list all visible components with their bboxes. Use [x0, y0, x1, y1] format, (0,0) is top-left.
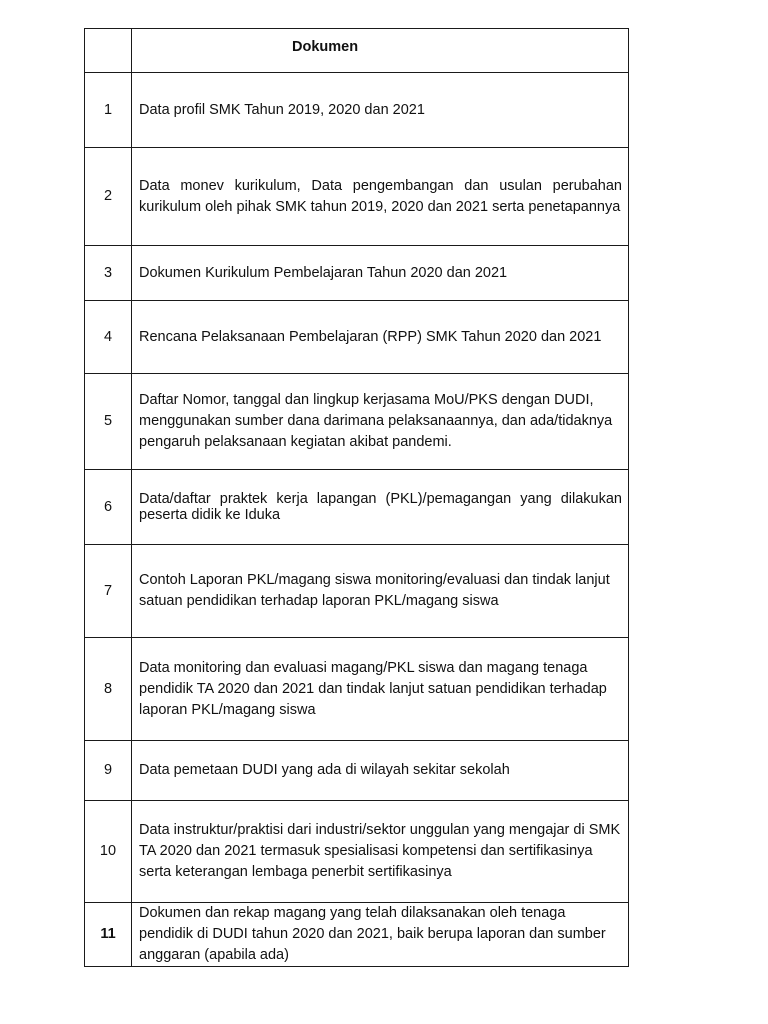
row-number: 3 — [85, 246, 132, 301]
table-row — [85, 903, 629, 967]
row-document-text: Rencana Pelaksanaan Pembelajaran (RPP) SMK Tahun 2020 dan 2021 — [132, 301, 629, 374]
row-number: 6 — [85, 470, 132, 545]
table-row — [85, 545, 629, 638]
table-row — [85, 148, 629, 246]
table-row — [85, 246, 629, 301]
row-document-text: Dokumen Kurikulum Pembelajaran Tahun 2020 dan 2021 — [132, 246, 629, 301]
table-row — [85, 801, 629, 903]
row-document-text: Data monitoring dan evaluasi magang/PKL siswa dan magang tenaga pendidik TA 2020 dan 2021 dan tindak lanjut satuan pendidikan terhadap laporan PKL/magang siswa — [132, 638, 629, 741]
row-document-text: Contoh Laporan PKL/magang siswa monitoring/evaluasi dan tindak lanjut satuan pendidikan terhadap laporan PKL/magang siswa — [132, 545, 629, 638]
row-number: 4 — [85, 301, 132, 374]
table-row — [85, 638, 629, 741]
header-no-cell — [85, 29, 132, 73]
row-document-text: Data monev kurikulum, Data pengembangan dan usulan perubahan kurikulum oleh pihak SMK tahun 2019, 2020 dan 2021 serta penetapannya — [132, 148, 629, 246]
row-number: 11 — [85, 903, 132, 967]
row-number: 8 — [85, 638, 132, 741]
row-document-text: Daftar Nomor, tanggal dan lingkup kerjasama MoU/PKS dengan DUDI, menggunakan sumber dana darimana pelaksanaannya, dan ada/tidaknya pengaruh pelaksanaan kegiatan akibat pandemi. — [132, 374, 629, 470]
document-table — [84, 28, 629, 967]
row-number: 10 — [85, 801, 132, 903]
row-number: 1 — [85, 73, 132, 148]
row-document-text: Data pemetaan DUDI yang ada di wilayah sekitar sekolah — [132, 741, 629, 801]
row-document-text: Data instruktur/praktisi dari industri/sektor unggulan yang mengajar di SMK TA 2020 dan 2021 termasuk spesialisasi kompetensi dan sertifikasinya serta keterangan lembaga penerbit sertifikasinya — [132, 801, 629, 903]
table-row — [85, 470, 629, 545]
table-row — [85, 301, 629, 374]
table-header-row — [85, 29, 629, 73]
row-document-text: Data/daftar praktek kerja lapangan (PKL)/pemagangan yang dilakukan peserta didik ke Iduka — [132, 470, 629, 545]
header-document-cell: Dokumen — [132, 29, 629, 73]
row-number: 7 — [85, 545, 132, 638]
table-row — [85, 741, 629, 801]
row-document-text: Dokumen dan rekap magang yang telah dilaksanakan oleh tenaga pendidik di DUDI tahun 2020 dan 2021, baik berupa laporan dan sumber anggaran (apabila ada) — [132, 903, 629, 967]
row-number: 2 — [85, 148, 132, 246]
table-row — [85, 73, 629, 148]
row-number: 9 — [85, 741, 132, 801]
row-document-text: Data profil SMK Tahun 2019, 2020 dan 2021 — [132, 73, 629, 148]
table-row — [85, 374, 629, 470]
row-number: 5 — [85, 374, 132, 470]
